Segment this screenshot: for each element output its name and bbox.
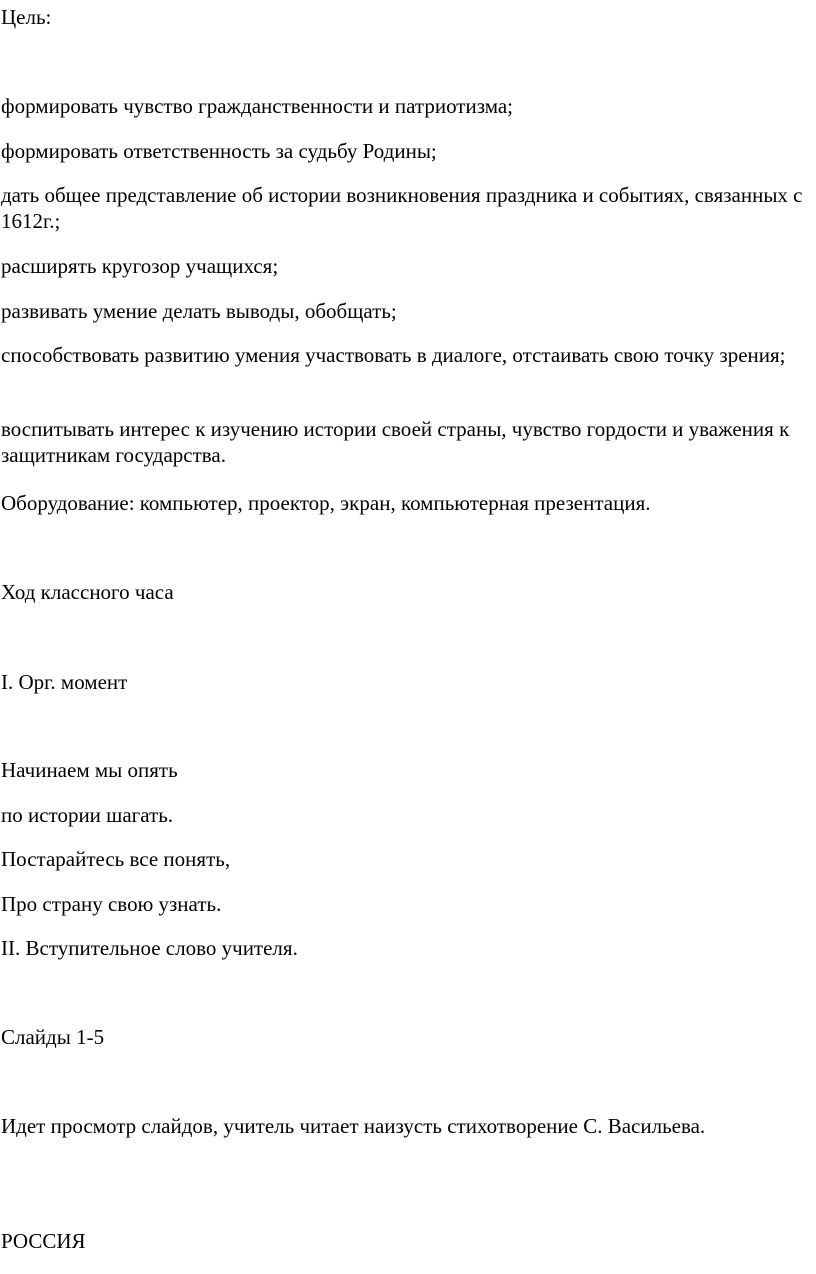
goal-item: развивать умение делать выводы, обобщать; (1, 299, 397, 323)
poem-line: по истории шагать. (1, 803, 174, 827)
poem-line: Про страну свою узнать. (1, 892, 222, 916)
goal-item: воспитывать интерес к изучению истории своей страны, чувство гордости и уважения к защитникам государства. (1, 417, 790, 467)
poem-line: Постарайтесь все понять, (1, 847, 231, 871)
slides-label: Слайды 1-5 (1, 1025, 105, 1049)
poem-line: Начинаем мы опять (1, 758, 178, 782)
equipment-line: Оборудование: компьютер, проектор, экран, компьютерная презентация. (1, 491, 651, 515)
goal-item: дать общее представление об истории возникновения праздника и событиях, связанных с 1612г.; (1, 183, 803, 233)
lesson-heading: Ход классного часа (1, 580, 174, 604)
poem-title: РОССИЯ (1, 1229, 86, 1253)
slides-note: Идет просмотр слайдов, учитель читает наизусть стихотворение С. Васильева. (1, 1114, 706, 1138)
goal-item: формировать чувство гражданственности и патриотизма; (1, 94, 514, 118)
goal-item: способствовать развитию умения участвовать в диалоге, отстаивать свою точку зрения; (1, 343, 786, 367)
goal-item: формировать ответственность за судьбу Родины; (1, 139, 437, 163)
goal-label: Цель: (1, 5, 52, 29)
section-heading-2: II. Вступительное слово учителя. (1, 936, 298, 960)
goal-item: расширять кругозор учащихся; (1, 254, 279, 278)
section-heading-1: I. Орг. момент (1, 670, 128, 694)
